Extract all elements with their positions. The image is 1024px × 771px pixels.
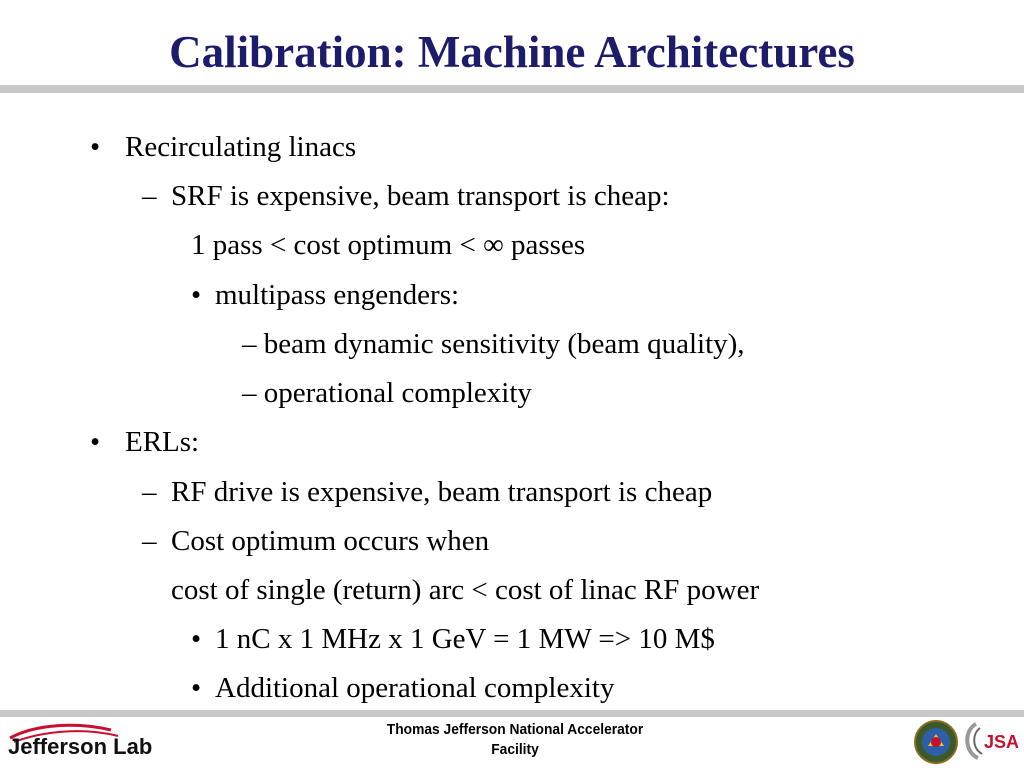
title-divider [0, 85, 1024, 93]
svg-text:JSA: JSA [984, 732, 1020, 752]
bullet-erls: ERLs: [125, 426, 200, 458]
bullet-marker: • [90, 426, 101, 458]
sub-bullet-cost-optimum-continuation: 1 pass < cost optimum < ∞ passes [191, 229, 586, 261]
slide-title: Calibration: Machine Architectures [169, 27, 855, 77]
bullet-marker: • [191, 623, 202, 655]
svg-text:Jefferson Lab: Jefferson Lab [8, 734, 153, 759]
item-operational-complexity: – operational complexity [242, 377, 532, 409]
dash-marker: – [142, 525, 157, 557]
sub-bullet-cost-continuation: cost of single (return) arc < cost of linac RF power [171, 574, 760, 606]
sub-bullet-rf-drive: RF drive is expensive, beam transport is cheap [171, 476, 713, 508]
sub-sub-bullet-additional-complexity: Additional operational complexity [215, 672, 615, 704]
sub-sub-bullet-power-calc: 1 nC x 1 MHz x 1 GeV = 1 MW => 10 M$ [215, 623, 715, 655]
sub-bullet-srf-expensive: SRF is expensive, beam transport is cheap: [171, 180, 670, 212]
jsa-logo [962, 716, 1022, 766]
dash-marker: – [142, 476, 157, 508]
footer-facility-name: Thomas Jefferson National Accelerator Facility [386, 721, 644, 758]
bullet-marker: • [191, 279, 202, 311]
doe-seal-icon [914, 720, 958, 764]
sub-bullet-cost-optimum: Cost optimum occurs when [171, 525, 490, 557]
bullet-recirculating-linacs: Recirculating linacs [125, 131, 357, 163]
item-beam-dynamic-sensitivity: – beam dynamic sensitivity (beam quality), [242, 328, 745, 360]
bullet-marker: • [90, 131, 101, 163]
dash-marker: – [142, 180, 157, 212]
jefferson-lab-logo [6, 716, 166, 766]
bullet-marker: • [191, 672, 202, 704]
sub-sub-bullet-multipass: multipass engenders: [215, 279, 460, 311]
